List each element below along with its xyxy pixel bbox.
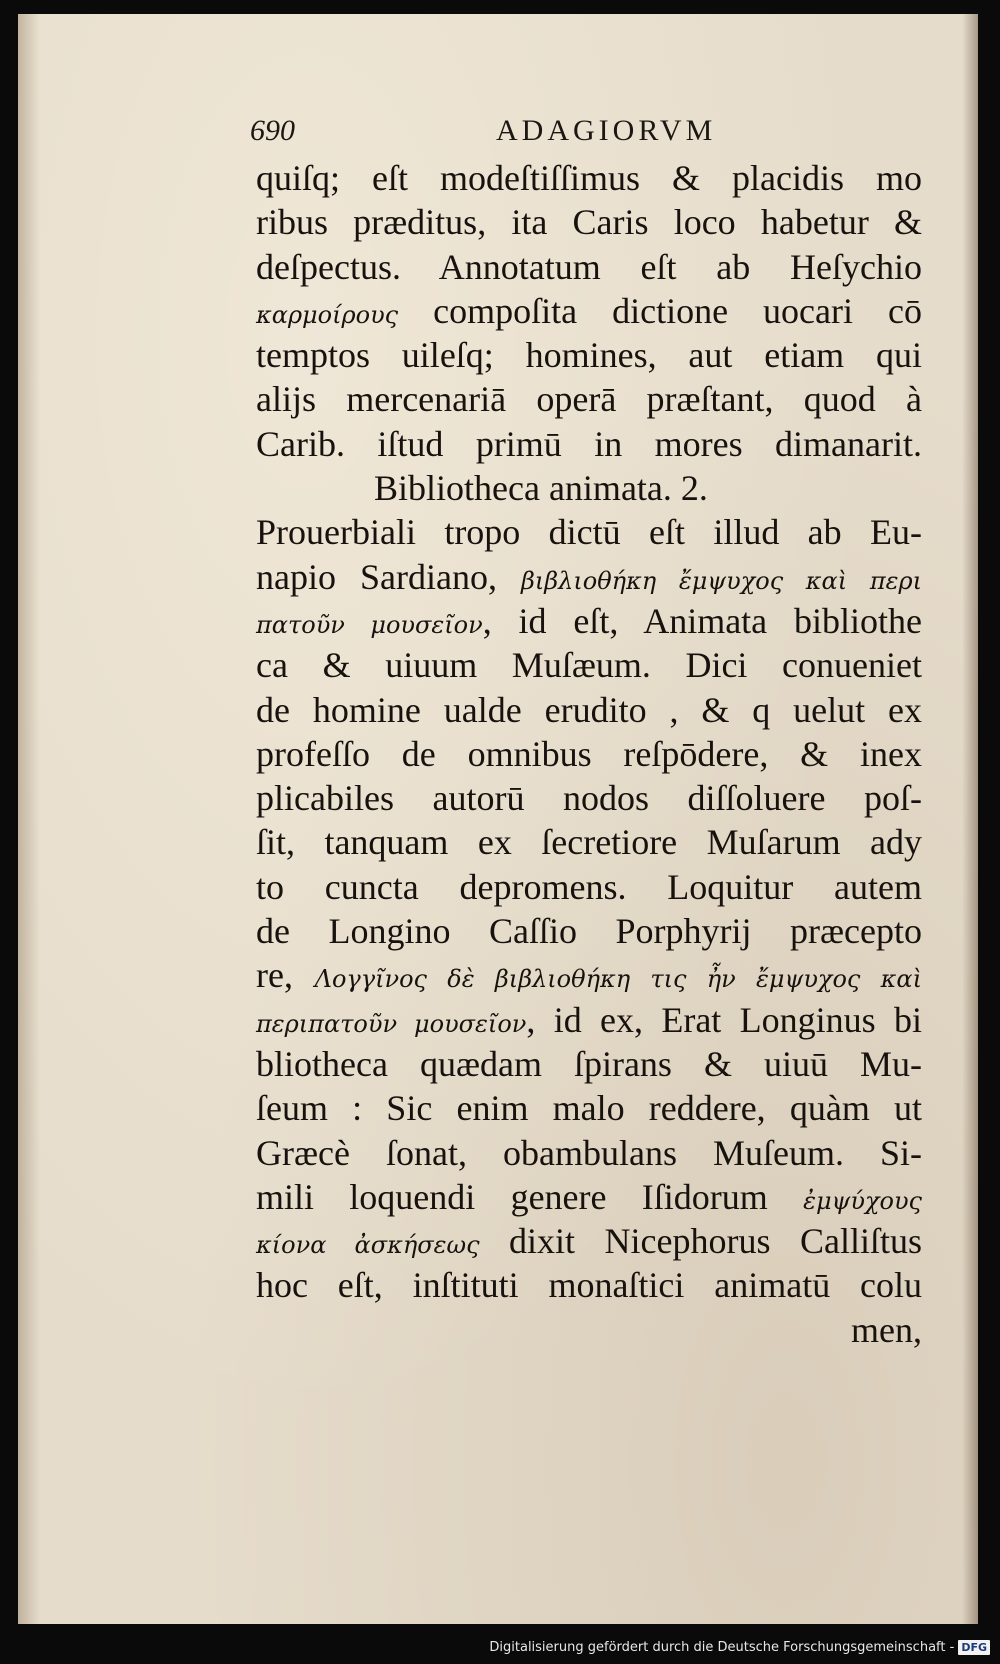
- text-line: [256, 1131, 922, 1175]
- dfg-logo: DFG: [958, 1640, 990, 1655]
- text-line: [256, 1308, 922, 1352]
- latin-text: , id eſt, Animata bibliothe: [482, 600, 922, 641]
- running-head: [250, 114, 810, 154]
- text-line: [256, 1042, 922, 1086]
- text-line: [256, 1175, 922, 1219]
- text-line: [256, 953, 922, 997]
- greek-text: καρμοίρους: [256, 300, 399, 329]
- text-line: [256, 732, 922, 776]
- greek-text: πατοῦν μουσεῖον: [256, 610, 483, 639]
- text-line: [256, 466, 922, 510]
- greek-text: περιπατοῦν μουσεῖον: [256, 1009, 527, 1038]
- text-line: [256, 289, 922, 333]
- greek-text: κίονα ἀσκήσεως: [256, 1231, 480, 1260]
- text-line: [256, 1263, 922, 1307]
- latin-text: , id ex, Erat Longinus bi: [526, 999, 922, 1040]
- greek-text: Λογγῖνος δὲ βιβλιοθήκη τις ἦν ἔμψυχος καὶ: [314, 965, 923, 994]
- latin-text: napio Sardiano,: [256, 556, 521, 597]
- greek-text: βιβλιοθήκη ἔμψυχος καὶ περι: [521, 566, 922, 595]
- latin-text: ſeum : Sic enim malo reddere, quàm ut: [256, 1088, 922, 1129]
- book-page: [18, 14, 978, 1624]
- body-text: [256, 156, 922, 1352]
- latin-text: re,: [256, 955, 315, 996]
- page-number: 690: [250, 114, 295, 147]
- text-line: [256, 377, 922, 421]
- text-line: [256, 156, 922, 200]
- text-line: [256, 1086, 922, 1130]
- greek-text: ἐμψύχους: [803, 1186, 922, 1215]
- latin-text: deſpectus. Annotatum eſt ab Heſychio: [256, 246, 922, 287]
- edge-shadow: [962, 14, 978, 1624]
- text-line: [256, 245, 922, 289]
- gutter-shadow: [18, 14, 40, 1624]
- latin-text: mili loquendi genere Iſidorum: [256, 1176, 804, 1217]
- text-line: [256, 200, 922, 244]
- text-line: [256, 776, 922, 820]
- footer-credit: Digitalisierung gefördert durch die Deutsche Forschungsgemeinschaft -: [489, 1639, 955, 1655]
- latin-text: ca & uiuum Muſæum. Dici conueniet: [256, 645, 922, 686]
- latin-text: to cuncta depromens. Loquitur autem: [256, 866, 922, 907]
- latin-text: de Longino Caſſio Porphyrij præcepto: [256, 911, 922, 952]
- text-line: [256, 643, 922, 687]
- text-line: [256, 998, 922, 1042]
- running-title: ADAGIORVM: [496, 114, 717, 147]
- text-line: [256, 820, 922, 864]
- latin-text: Carib. iſtud primū in mores dimanarit.: [256, 423, 922, 464]
- latin-text: hoc eſt, inſtituti monaſtici animatū colu: [256, 1265, 922, 1306]
- latin-text: alijs mercenariā operā præſtant, quod à: [256, 379, 922, 420]
- latin-text: bliotheca quædam ſpirans & uiuū Mu-: [256, 1043, 922, 1084]
- section-heading: Bibliotheca animata. 2.: [374, 468, 708, 509]
- text-line: [256, 510, 922, 554]
- latin-text: Græcè ſonat, obambulans Muſeum. Si-: [256, 1132, 922, 1173]
- text-line: [256, 333, 922, 377]
- text-line: [256, 555, 922, 599]
- latin-text: ſit, tanquam ex ſecretiore Muſarum ady: [256, 822, 922, 863]
- text-line: [256, 865, 922, 909]
- text-line: [256, 688, 922, 732]
- latin-text: quiſq; eſt modeſtiſſimus & placidis mo: [256, 158, 922, 198]
- digitization-footer: [489, 1634, 990, 1660]
- latin-text: de homine ualde erudito , & q uelut ex: [256, 689, 922, 730]
- latin-text: temptos uileſq; homines, aut etiam qui: [256, 335, 922, 376]
- catchword: men,: [851, 1309, 922, 1350]
- latin-text: plicabiles autorū nodos diſſoluere poſ-: [256, 778, 922, 819]
- latin-text: dixit Nicephorus Calliſtus: [479, 1221, 922, 1262]
- text-line: [256, 909, 922, 953]
- latin-text: ribus præditus, ita Caris loco habetur &: [256, 202, 922, 243]
- text-line: [256, 422, 922, 466]
- text-line: [256, 1219, 922, 1263]
- latin-text: profeſſo de omnibus reſpōdere, & inex: [256, 733, 922, 774]
- text-line: [256, 599, 922, 643]
- latin-text: compoſita dictione uocari cō: [398, 290, 922, 331]
- latin-text: Prouerbiali tropo dictū eſt illud ab Eu-: [256, 512, 922, 553]
